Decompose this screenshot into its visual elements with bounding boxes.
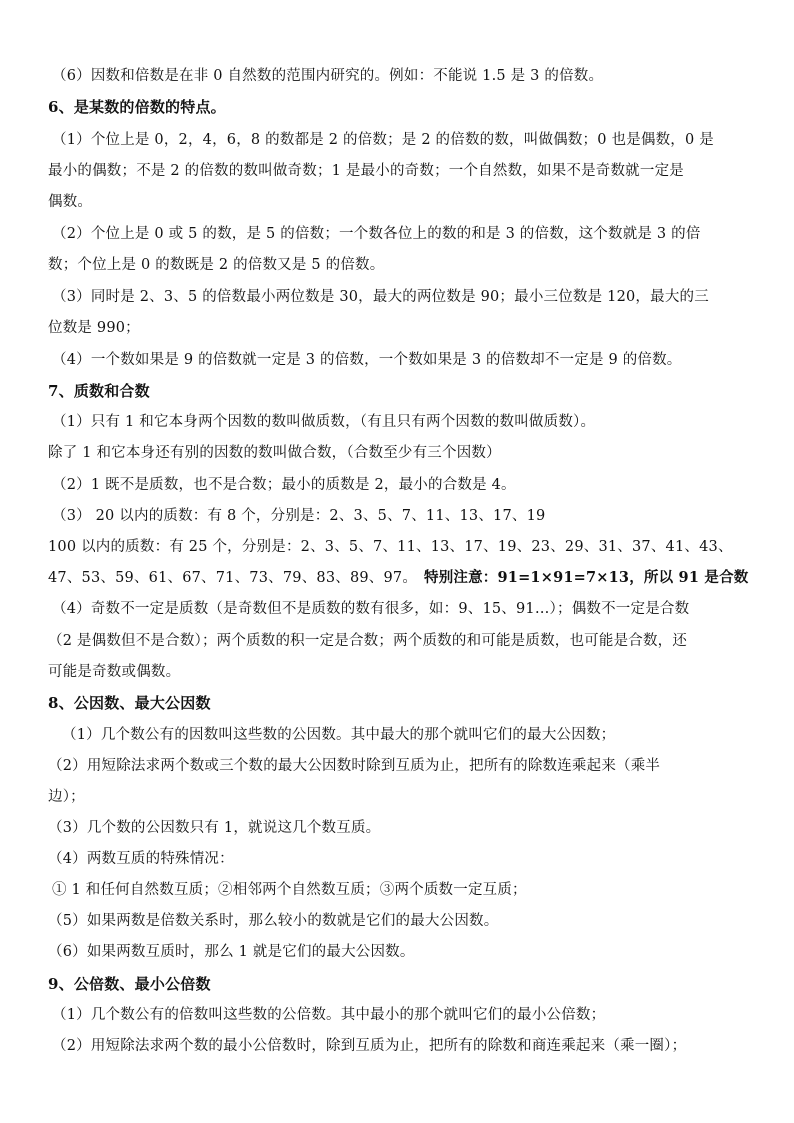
text-line: 偶数。 [48,194,93,210]
text-line: 47、53、59、61、67、71、73、79、83、89、97。 [48,570,418,586]
text-line: （3）同时是 2、3、5 的倍数最小两位数是 30，最大的两位数是 90；最小三位数是 120，最大的三 [52,289,709,305]
text-line: （2）个位上是 0 或 5 的数，是 5 的倍数；一个数各位上的数的和是 3 的倍数，这个数就是 3 的倍 [52,226,701,242]
special-note: 特别注意：91=1×91=7×13，所以 91 是合数 [424,569,749,586]
section-heading-8: 8、公因数、最大公因数 [48,694,211,712]
text-line: （5）如果两数是倍数关系时，那么较小的数就是它们的最大公因数。 [48,913,499,929]
text-line: 边）； [48,789,85,805]
text-line: （3） 20 以内的质数：有 8 个，分别是：2、3、5、7、11、13、17、19 [52,508,546,524]
text-line: 除了 1 和它本身还有别的因数的数叫做合数，（合数至少有三个因数） [48,445,501,461]
text-line: ① 1 和任何自然数互质；②相邻两个自然数互质；③两个质数一定互质； [52,882,527,898]
text-line: （4）两数互质的特殊情况： [48,851,234,867]
text-line: （1）只有 1 和它本身两个因数的数叫做质数，（有且只有两个因数的数叫做质数）。 [52,414,596,430]
text-line: （2）用短除法求两个数的最小公倍数时，除到互质为止，把所有的除数和商连乘起来（乘一圈）； [52,1038,687,1054]
text-line: 可能是奇数或偶数。 [48,664,181,680]
text-line: 位数是 990； [48,320,140,336]
text-line: （4）一个数如果是 9 的倍数就一定是 3 的倍数，一个数如果是 3 的倍数却不一定是 9 的倍数。 [52,352,682,368]
text-line: 数；个位上是 0 的数既是 2 的倍数又是 5 的倍数。 [48,257,385,273]
text-line: （1）几个数公有的倍数叫这些数的公倍数。其中最小的那个就叫它们的最小公倍数； [52,1007,606,1023]
text-line: （6）因数和倍数是在非 0 自然数的范围内研究的。例如：不能说 1.5 是 3 的倍数。 [52,68,604,84]
text-line: （1）个位上是 0，2，4，6，8 的数都是 2 的倍数；是 2 的倍数的数，叫做偶数；0 也是偶数，0 是 [52,132,714,148]
section-heading-7: 7、质数和合数 [48,382,150,400]
text-line: （4）奇数不一定是质数（是奇数但不是质数的数有很多，如：9、15、91…）；偶数不一定是合数 [52,601,690,617]
text-line: （6）如果两数互质时，那么 1 就是它们的最大公因数。 [48,944,415,960]
text-line: （2）1 既不是质数，也不是合数；最小的质数是 2，最小的合数是 4。 [52,477,516,493]
text-line: （3）几个数的公因数只有 1，就说这几个数互质。 [48,820,381,836]
section-heading-9: 9、公倍数、最小公倍数 [48,975,211,993]
text-line: 最小的偶数；不是 2 的倍数的数叫做奇数；1 是最小的奇数；一个自然数，如果不是奇数就一定是 [48,163,684,179]
text-line: （1）几个数公有的因数叫这些数的公因数。其中最大的那个就叫它们的最大公因数； [62,727,616,743]
text-line: （2）用短除法求两个数或三个数的最大公因数时除到互质为止，把所有的除数连乘起来（乘半 [48,758,661,774]
text-line: （2 是偶数但不是合数）；两个质数的积一定是合数；两个质数的和可能是质数，也可能是合数，还 [48,633,688,649]
text-line: 100 以内的质数：有 25 个，分别是：2、3、5、7、11、13、17、19、23、29、31、37、41、43、 [48,539,733,555]
section-heading-6: 6、是某数的倍数的特点。 [48,98,226,116]
